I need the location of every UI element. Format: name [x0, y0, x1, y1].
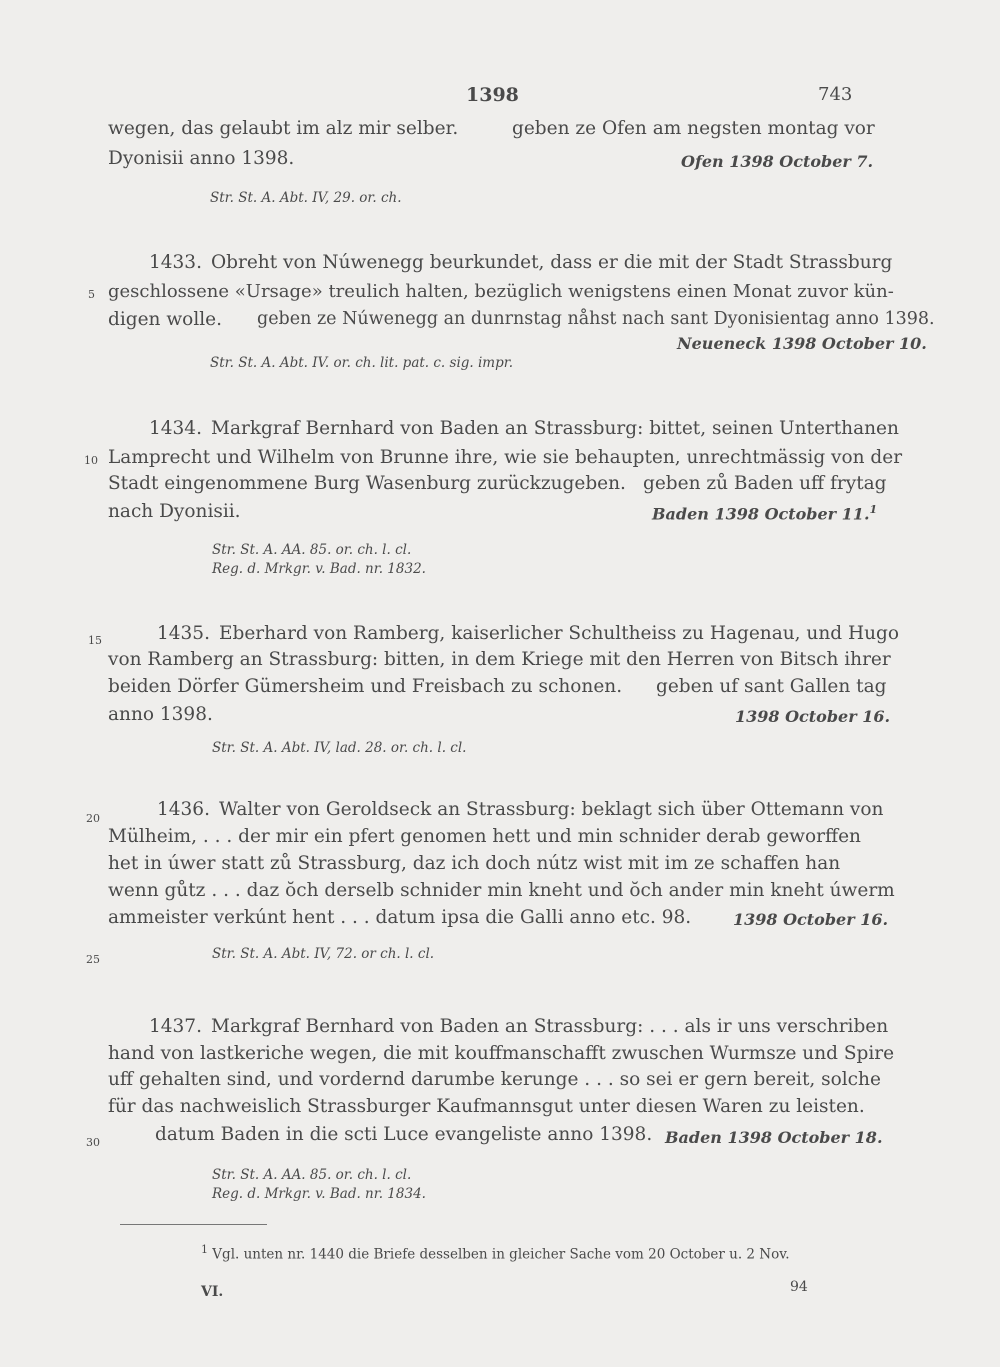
text-line: beiden Dörfer Gümersheim und Freisbach zu schonen.: [108, 676, 623, 697]
text-line: Obreht von Núwenegg beurkundet, dass er die mit der Stadt Strassburg: [211, 252, 893, 273]
line-number: 10: [84, 454, 98, 467]
signature-mark: VI.: [201, 1284, 224, 1300]
text-line: nach Dyonisii.: [108, 501, 241, 522]
text-line: hand von lastkeriche wegen, die mit kouffmanschafft zwuschen Wurmsze und Spire: [108, 1043, 895, 1064]
date-line: Baden 1398 October 18.: [665, 1128, 883, 1147]
sheet-number: 94: [790, 1279, 808, 1295]
footnote-text: Vgl. unten nr. 1440 die Briefe desselben in gleicher Sache vom 20 October u. 2 Nov.: [212, 1246, 790, 1263]
text-line: Stadt eingenommene Burg Wasenburg zurückzugeben.: [108, 473, 626, 494]
text-line: geben ze Ofen am negsten montag vor: [512, 118, 875, 139]
source-citation: Str. St. A. AA. 85. or. ch. l. cl.: [212, 542, 412, 558]
text-line: von Ramberg an Strassburg: bitten, in dem Kriege mit den Herren von Bitsch ihrer: [108, 649, 891, 670]
entry-number: 1436.: [157, 799, 210, 820]
text-line: digen wolle.: [108, 309, 222, 330]
text-line: wegen, das gelaubt im alz mir selber.: [108, 118, 459, 139]
source-citation: Reg. d. Mrkgr. v. Bad. nr. 1832.: [212, 561, 426, 577]
text-line: Dyonisii anno 1398.: [108, 148, 295, 169]
source-citation: Str. St. A. Abt. IV, 72. or ch. l. cl.: [212, 946, 435, 962]
entry-number: 1433.: [149, 252, 202, 273]
text-line: geschlossene «Ursage» treulich halten, bezüglich wenigstens einen Monat zuvor kün-: [108, 281, 894, 302]
line-number: 15: [88, 634, 102, 647]
source-citation: Str. St. A. AA. 85. or. ch. l. cl.: [212, 1167, 412, 1183]
date-line: 1398 October 16.: [735, 707, 891, 726]
source-citation: Str. St. A. Abt. IV, 29. or. ch.: [210, 190, 402, 206]
date-line: Baden 1398 October 11.$^1$: [652, 503, 878, 524]
text-line: geben zů Baden uff frytag: [643, 473, 887, 494]
footnote-marker: 1: [869, 503, 878, 516]
entry-number: 1434.: [149, 418, 202, 439]
line-number: 20: [86, 812, 100, 825]
line-number: 5: [88, 288, 95, 301]
entry-number: 1435.: [157, 623, 210, 644]
source-citation: Str. St. A. Abt. IV. or. ch. lit. pat. c. sig. impr.: [210, 355, 514, 371]
date-line: Neueneck 1398 October 10.: [677, 334, 927, 353]
text-line: geben ze Núwenegg an dunrnstag nåhst nach sant Dyonisientag anno 1398.: [257, 309, 935, 329]
text-line: datum Baden in die scti Luce evangeliste anno 1398.: [155, 1124, 653, 1145]
footnote-marker: 1: [201, 1243, 208, 1256]
text-line: Lamprecht und Wilhelm von Brunne ihre, wie sie behaupten, unrechtmässig von der: [108, 447, 903, 468]
text-line: Markgraf Bernhard von Baden an Strassburg: bittet, seinen Unterthanen: [211, 418, 899, 439]
date-line: 1398 October 16.: [733, 910, 889, 929]
text-line: het in úwer statt zů Strassburg, daz ich doch nútz wist mit im ze schaffen han: [108, 853, 841, 874]
text-line: ammeister verkúnt hent . . . datum ipsa die Galli anno etc. 98.: [108, 907, 692, 928]
footnote-rule: [120, 1224, 267, 1225]
text-line: anno 1398.: [108, 704, 213, 725]
text-line: Mülheim, . . . der mir ein pfert genomen hett und min schnider derab geworffen: [108, 826, 861, 847]
text-line: für das nachweislich Strassburger Kaufmannsgut unter diesen Waren zu leisten.: [108, 1096, 865, 1117]
entry-number: 1437.: [149, 1016, 202, 1037]
text-line: Walter von Geroldseck an Strassburg: beklagt sich über Ottemann von: [219, 799, 884, 820]
text-line: Eberhard von Ramberg, kaiserlicher Schultheiss zu Hagenau, und Hugo: [219, 623, 899, 644]
text-line: geben uf sant Gallen tag: [656, 676, 887, 697]
line-number: 30: [86, 1136, 100, 1149]
date-line: Ofen 1398 October 7.: [681, 152, 874, 171]
text-line: Markgraf Bernhard von Baden an Strassburg: . . . als ir uns verschriben: [211, 1016, 889, 1037]
text-line: wenn gůtz . . . daz ŏch derselb schnider min kneht und ŏch ander min kneht úwerm: [108, 880, 895, 901]
line-number: 25: [86, 953, 100, 966]
page-year-header: 1398: [466, 84, 519, 106]
page-number: 743: [818, 84, 853, 105]
source-citation: Reg. d. Mrkgr. v. Bad. nr. 1834.: [212, 1186, 426, 1202]
footnote: [201, 1243, 790, 1263]
source-citation: Str. St. A. Abt. IV, lad. 28. or. ch. l. cl.: [212, 740, 467, 756]
text-line: uff gehalten sind, und vordernd darumbe kerunge . . . so sei er gern bereit, solche: [108, 1069, 881, 1090]
